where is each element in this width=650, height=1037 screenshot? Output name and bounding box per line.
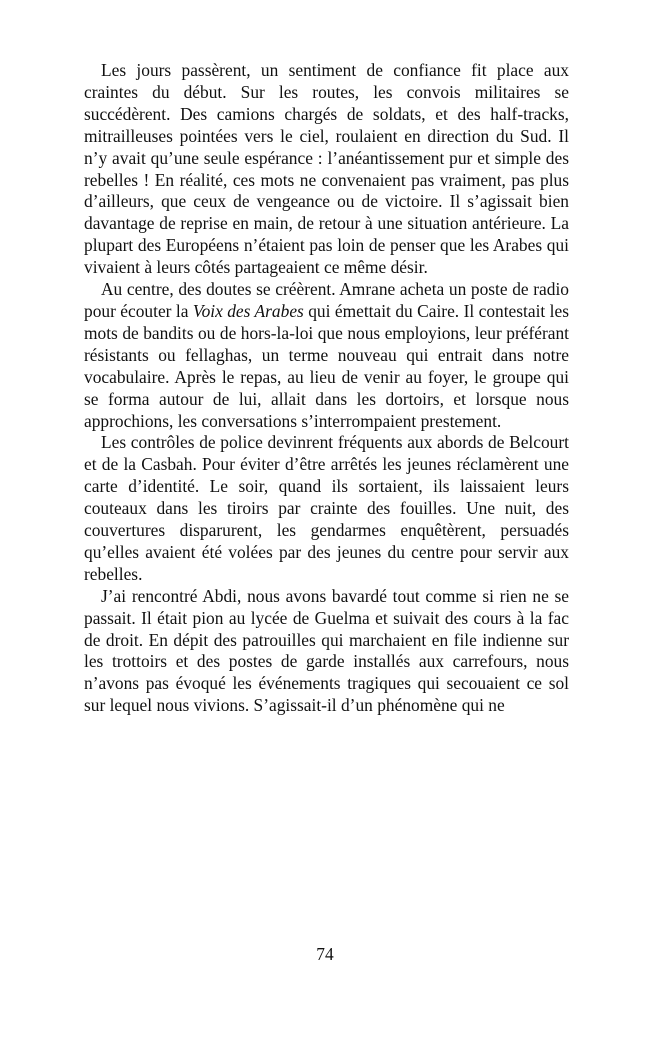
paragraph-2-text-after: qui émettait du Caire. Il contestait les mots de bandits ou de hors-la-loi que nous employions, leur préférant résistants ou fellaghas, un terme nouveau qui entrait dans notre vocabulaire. Après le repas, au lieu de venir au foyer, le groupe qui se forma autour de lui, allait dans les dortoirs, et lorsque nous approchions, les conversations s’interrompaient prestement. — [84, 300, 569, 431]
paragraph-4: J’ai rencontré Abdi, nous avons bavardé tout comme si rien ne se passait. Il était pion au lycée de Guelma et suivait des cours à la fac de droit. En dépit des patrouilles qui marchaient en file indienne sur les trottoirs et des postes de garde installés aux carrefours, nous n’avons pas évoqué les événements tragiques qui secouaient ce sol sur lequel nous vivions. S’agissait-il d’un phénomène qui ne — [84, 585, 569, 716]
paragraph-3: Les contrôles de police devinrent fréquents aux abords de Belcourt et de la Casbah. Pour éviter d’être arrêtés les jeunes réclamèrent une carte d’identité. Le soir, quand ils sortaient, ils laissaient leurs couteaux dans les tiroirs par crainte des fouilles. Une nuit, des couvertures disparurent, les gendarmes enquêtèrent, persuadés qu’elles avaient été volées par des jeunes du centre pour servir aux rebelles. — [84, 432, 569, 584]
paragraph-1: Les jours passèrent, un sentiment de confiance fit place aux craintes du début. Sur les routes, les convois militaires se succédèrent. Des camions chargés de soldats, et des half-tracks, mitrailleuses pointées vers le ciel, roulaient en direction du Sud. Il n’y avait qu’une seule espérance : l’anéantissement pur et simple des rebelles ! En réalité, ces mots ne convenaient pas vraiment, pas plus d’ailleurs, que ceux de vengeance ou de victoire. Il s’agissait bien davantage de reprise en main, de retour à une situation antérieure. La plupart des Européens n’étaient pas loin de penser que les Arabes qui vivaient à leurs côtés partageaient ce même désir. — [84, 60, 569, 278]
body-text — [84, 60, 569, 717]
paragraph-2-italic-title: Voix des Arabes — [192, 300, 304, 321]
page-number: 74 — [316, 944, 334, 964]
paragraph-2-text-before: Au centre, des doutes se créèrent. Amrane acheta un poste de radio pour écouter la — [84, 279, 569, 321]
paragraph-2 — [84, 279, 569, 432]
